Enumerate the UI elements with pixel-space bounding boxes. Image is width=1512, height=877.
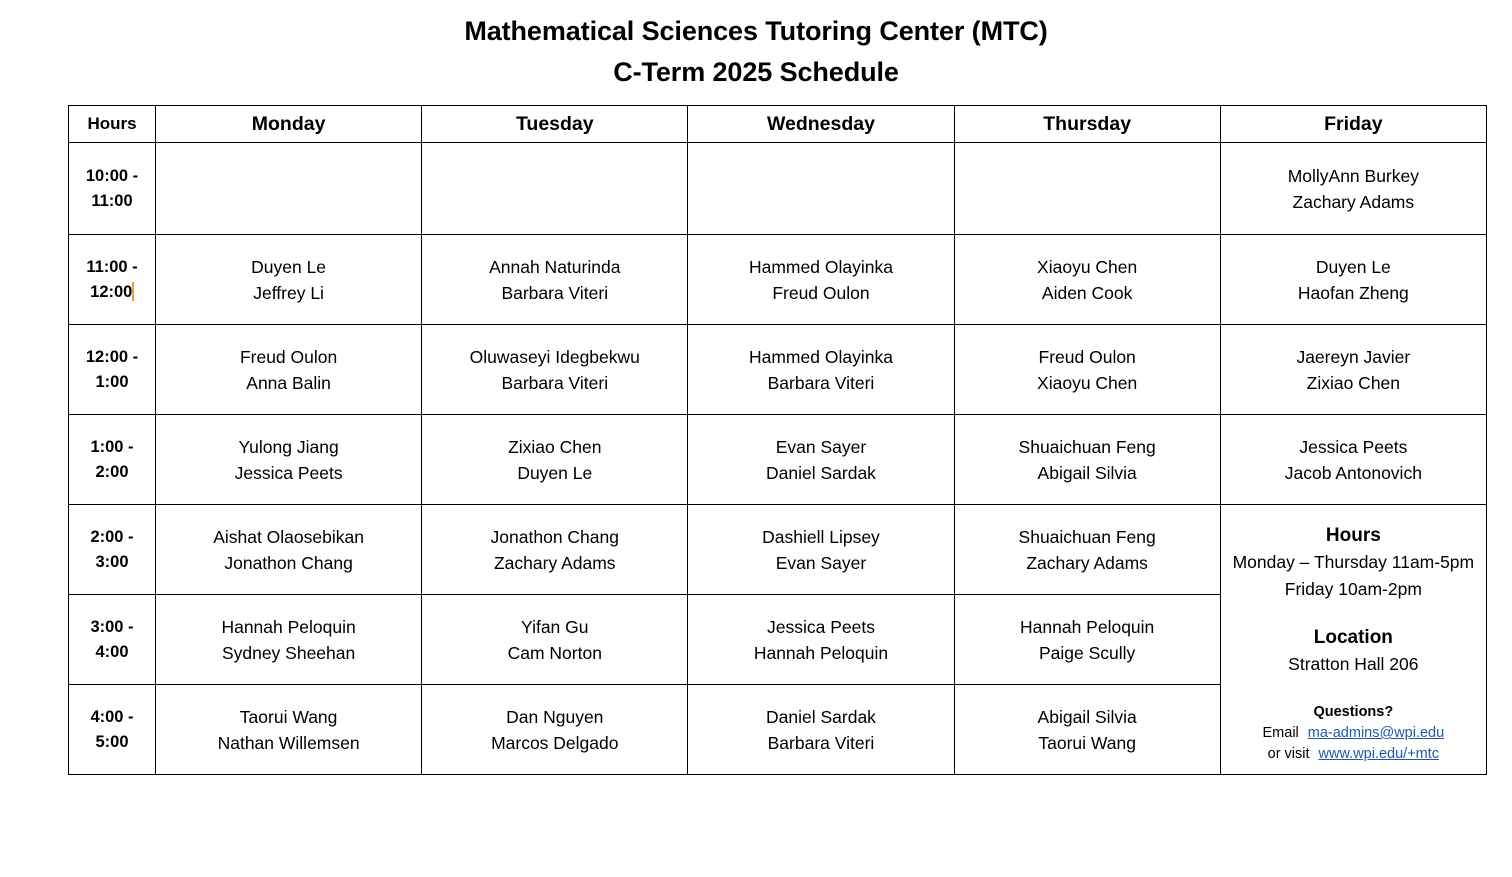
website-link[interactable]: www.wpi.edu/+mtc xyxy=(1318,746,1440,762)
column-header-monday: Monday xyxy=(156,106,422,143)
tutor-name: Hammed Olayinka xyxy=(748,346,893,367)
tutor-name: Barbara Viteri xyxy=(501,282,609,303)
tutor-name: Jessica Peets xyxy=(1299,436,1408,457)
tutor-name: Dan Nguyen xyxy=(506,706,604,727)
tutor-name: Zachary Adams xyxy=(1292,191,1415,212)
time-slot-start: 2:00 - xyxy=(90,527,134,546)
tutor-slot-cell xyxy=(156,595,422,685)
tutor-slot-cell xyxy=(156,505,422,595)
tutor-slot-cell xyxy=(156,685,422,775)
tutor-slot-cell xyxy=(422,595,688,685)
tutor-slot-cell xyxy=(422,685,688,775)
tutor-name: Jonathon Chang xyxy=(490,526,619,547)
tutor-name: Shuaichuan Feng xyxy=(1018,526,1156,547)
tutor-name: Xiaoyu Chen xyxy=(1037,256,1138,277)
tutor-name: Cam Norton xyxy=(507,642,602,663)
tutor-slot-cell xyxy=(156,325,422,415)
tutor-name: Yifan Gu xyxy=(521,616,589,637)
info-email-row xyxy=(1231,723,1476,744)
tutor-slot-cell xyxy=(954,325,1220,415)
tutor-name: Oluwaseyi Idegbekwu xyxy=(469,346,640,367)
tutor-name: Daniel Sardak xyxy=(766,706,876,727)
tutor-name: Barbara Viteri xyxy=(767,732,875,753)
column-header-tuesday: Tuesday xyxy=(422,106,688,143)
tutor-name: Yulong Jiang xyxy=(238,436,339,457)
tutor-name: Marcos Delgado xyxy=(491,732,619,753)
tutor-name: Freud Oulon xyxy=(239,346,338,367)
tutor-name: Zachary Adams xyxy=(1026,552,1148,573)
tutor-name: Abigail Silvia xyxy=(1037,462,1137,483)
tutor-slot-cell xyxy=(688,595,954,685)
tutor-name: Hannah Peloquin xyxy=(753,642,889,663)
tutor-name: Jaereyn Javier xyxy=(1296,346,1411,367)
table-row xyxy=(69,325,1487,415)
tutor-name: Barbara Viteri xyxy=(501,372,609,393)
tutor-name: Nathan Willemsen xyxy=(217,732,360,753)
tutor-name: Zixiao Chen xyxy=(508,436,602,457)
info-visit-label: or visit xyxy=(1267,746,1310,762)
info-panel-content xyxy=(1221,506,1486,773)
tutor-slot-cell xyxy=(1220,415,1486,505)
info-hours-heading: Hours xyxy=(1325,525,1381,546)
tutor-name: Jessica Peets xyxy=(234,462,343,483)
time-slot-end: 3:00 xyxy=(95,552,129,571)
tutor-slot-cell xyxy=(688,325,954,415)
tutor-slot-cell xyxy=(422,325,688,415)
time-slot-start: 12:00 - xyxy=(85,347,139,366)
info-spacer xyxy=(1231,603,1476,624)
time-slot-cell xyxy=(69,415,156,505)
info-location-heading: Location xyxy=(1313,627,1393,648)
time-slot-end-line xyxy=(69,730,155,755)
time-slot-start: 1:00 - xyxy=(90,437,134,456)
empty-slot-cell xyxy=(156,143,422,235)
tutor-slot-cell xyxy=(954,595,1220,685)
tutor-name: Xiaoyu Chen xyxy=(1037,372,1138,393)
tutor-slot-cell xyxy=(1220,143,1486,235)
time-slot-end-line xyxy=(69,550,155,575)
info-hours-line-1: Monday – Thursday 11am-5pm xyxy=(1232,552,1475,572)
tutor-slot-cell xyxy=(422,415,688,505)
tutor-name: Abigail Silvia xyxy=(1037,706,1137,727)
time-slot-cell xyxy=(69,505,156,595)
tutor-slot-cell xyxy=(156,235,422,325)
tutor-name: Duyen Le xyxy=(1315,256,1391,277)
tutor-slot-cell xyxy=(954,235,1220,325)
tutor-name: Jonathon Chang xyxy=(224,552,353,573)
tutor-name: Dashiell Lipsey xyxy=(762,526,880,547)
email-link[interactable]: ma-admins@wpi.edu xyxy=(1307,725,1445,741)
time-slot-cell xyxy=(69,143,156,235)
time-slot-end: 5:00 xyxy=(95,732,129,751)
info-spacer-2 xyxy=(1231,678,1476,699)
tutor-name: Zachary Adams xyxy=(493,552,616,573)
empty-slot-cell xyxy=(422,143,688,235)
time-slot-end-line xyxy=(69,280,155,305)
tutor-name: Jessica Peets xyxy=(766,616,875,637)
time-slot-start: 10:00 - xyxy=(85,166,139,185)
tutor-name: Freud Oulon xyxy=(772,282,870,303)
column-header-wednesday: Wednesday xyxy=(688,106,954,143)
tutor-name: Duyen Le xyxy=(251,256,327,277)
tutor-name: Zixiao Chen xyxy=(1306,372,1401,393)
tutor-slot-cell xyxy=(688,685,954,775)
info-email-label: Email xyxy=(1262,725,1299,741)
time-slot-end: 1:00 xyxy=(95,372,129,391)
info-hours-line-2: Friday 10am-2pm xyxy=(1284,579,1422,599)
tutor-slot-cell xyxy=(688,235,954,325)
time-slot-cell xyxy=(69,325,156,415)
tutor-name: Duyen Le xyxy=(517,462,593,483)
empty-slot-cell xyxy=(688,143,954,235)
time-slot-end-line xyxy=(69,460,155,485)
tutor-name: Paige Scully xyxy=(1039,642,1136,663)
table-row xyxy=(69,235,1487,325)
time-slot-cell xyxy=(69,685,156,775)
column-header-thursday: Thursday xyxy=(954,106,1220,143)
tutor-slot-cell xyxy=(422,235,688,325)
tutor-slot-cell xyxy=(954,685,1220,775)
tutor-name: Hammed Olayinka xyxy=(748,256,893,277)
tutor-name: Jeffrey Li xyxy=(253,282,324,303)
tutor-slot-cell xyxy=(422,505,688,595)
page-title xyxy=(0,0,1512,93)
tutor-name: Evan Sayer xyxy=(775,552,867,573)
info-questions-heading: Questions? xyxy=(1313,704,1394,720)
time-slot-cell xyxy=(69,595,156,685)
schedule-table-head xyxy=(69,106,1487,143)
tutor-name: Freud Oulon xyxy=(1038,346,1136,367)
time-slot-cell xyxy=(69,235,156,325)
title-line-1: Mathematical Sciences Tutoring Center (MTC) xyxy=(464,16,1048,46)
tutor-name: Aiden Cook xyxy=(1041,282,1133,303)
title-line-2: C-Term 2025 Schedule xyxy=(613,57,899,87)
tutor-slot-cell xyxy=(954,505,1220,595)
column-header-hours: Hours xyxy=(69,106,156,143)
tutor-slot-cell xyxy=(1220,325,1486,415)
table-row xyxy=(69,143,1487,235)
tutor-name: Aishat Olaosebikan xyxy=(213,526,364,547)
tutor-name: Evan Sayer xyxy=(775,436,867,457)
tutor-name: Taorui Wang xyxy=(1038,732,1136,753)
time-slot-end: 4:00 xyxy=(95,642,129,661)
info-location-value: Stratton Hall 206 xyxy=(1288,654,1419,674)
time-slot-end: 12:00 xyxy=(90,282,133,301)
tutor-name: Taorui Wang xyxy=(239,706,338,727)
tutor-slot-cell xyxy=(954,415,1220,505)
table-row xyxy=(69,415,1487,505)
tutor-name: Sydney Sheehan xyxy=(221,642,356,663)
time-slot-end-line xyxy=(69,189,155,214)
tutor-name: Daniel Sardak xyxy=(766,462,876,483)
tutor-slot-cell xyxy=(156,415,422,505)
tutor-name: Annah Naturinda xyxy=(489,256,621,277)
time-slot-end-line xyxy=(69,370,155,395)
text-cursor-caret xyxy=(132,282,134,301)
time-slot-start: 11:00 - xyxy=(86,257,138,276)
tutor-slot-cell xyxy=(1220,235,1486,325)
tutor-name: Hannah Peloquin xyxy=(221,616,356,637)
time-slot-start: 3:00 - xyxy=(90,617,134,636)
tutor-name: Haofan Zheng xyxy=(1297,282,1409,303)
time-slot-end: 11:00 xyxy=(91,191,133,210)
time-slot-end: 2:00 xyxy=(95,462,129,481)
schedule-table-wrapper xyxy=(68,105,1486,775)
time-slot-start: 4:00 - xyxy=(90,707,134,726)
time-slot-end-line xyxy=(69,640,155,665)
tutor-slot-cell xyxy=(688,505,954,595)
tutor-slot-cell xyxy=(688,415,954,505)
table-row xyxy=(69,505,1487,595)
tutor-name: Jacob Antonovich xyxy=(1284,462,1422,483)
tutor-name: Anna Balin xyxy=(246,372,331,393)
tutor-name: Hannah Peloquin xyxy=(1020,616,1155,637)
info-panel xyxy=(1220,505,1486,775)
tutor-name: Barbara Viteri xyxy=(767,372,875,393)
tutor-name: Shuaichuan Feng xyxy=(1018,436,1156,457)
schedule-table xyxy=(68,105,1487,775)
schedule-table-body xyxy=(69,143,1487,775)
column-header-friday: Friday xyxy=(1220,106,1486,143)
header-row xyxy=(69,106,1487,143)
info-visit-row xyxy=(1231,744,1476,765)
tutor-name: MollyAnn Burkey xyxy=(1287,165,1419,186)
empty-slot-cell xyxy=(954,143,1220,235)
